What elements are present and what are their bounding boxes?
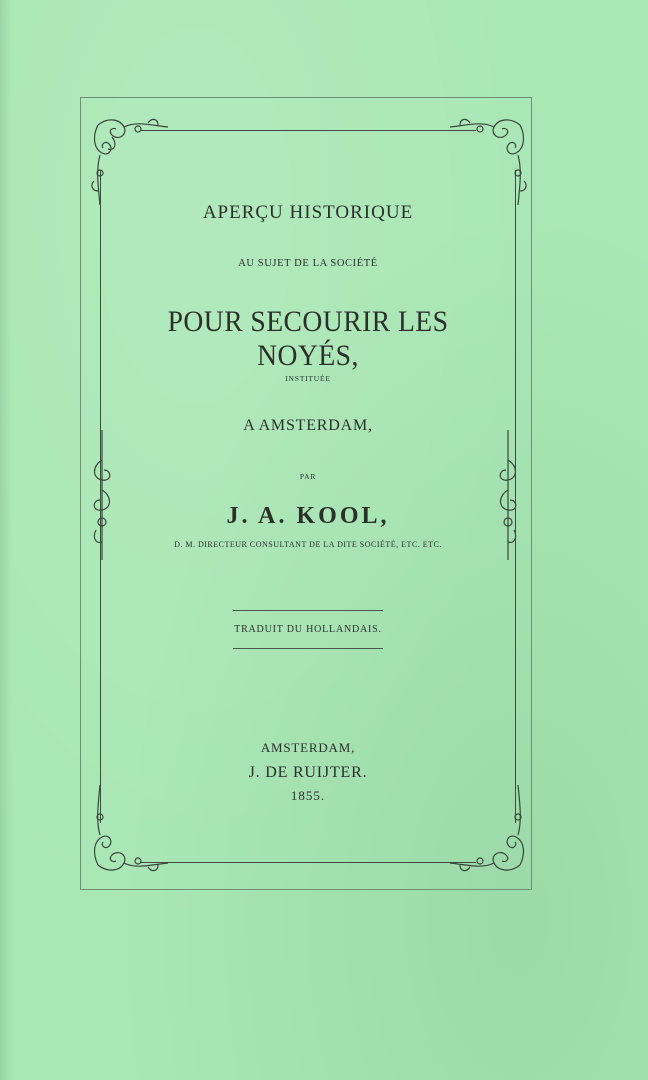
frame-line-bottom [140, 862, 476, 863]
subject-line: AU SUJET DE LA SOCIÉTÉ [238, 258, 378, 269]
title-line: APERÇU HISTORIQUE [202, 202, 414, 223]
frame-line-top [140, 130, 476, 131]
by-label: PAR [299, 472, 317, 481]
corner-ornament-top-left-icon [88, 115, 178, 215]
publisher-name: J. DE RUIJTER. [248, 764, 368, 781]
instituted-label: INSTITUÉE [285, 374, 331, 383]
author-credentials: D. M. DIRECTEUR CONSULTANT DE LA DITE SOCIÉTÉ, ETC. ETC. [174, 540, 442, 549]
location-line: A AMSTERDAM, [243, 417, 373, 434]
divider-rule-bottom [233, 648, 383, 649]
main-title: POUR SECOURIR LES NOYÉS, [167, 305, 449, 372]
publication-year: 1855. [290, 788, 326, 803]
translation-note: TRADUIT DU HOLLANDAIS. [234, 624, 382, 635]
divider-rule-top [233, 610, 383, 611]
corner-ornament-top-right-icon [440, 115, 530, 215]
author-name: J. A. KOOL, [226, 503, 390, 529]
imprint-place: AMSTERDAM, [260, 740, 356, 755]
